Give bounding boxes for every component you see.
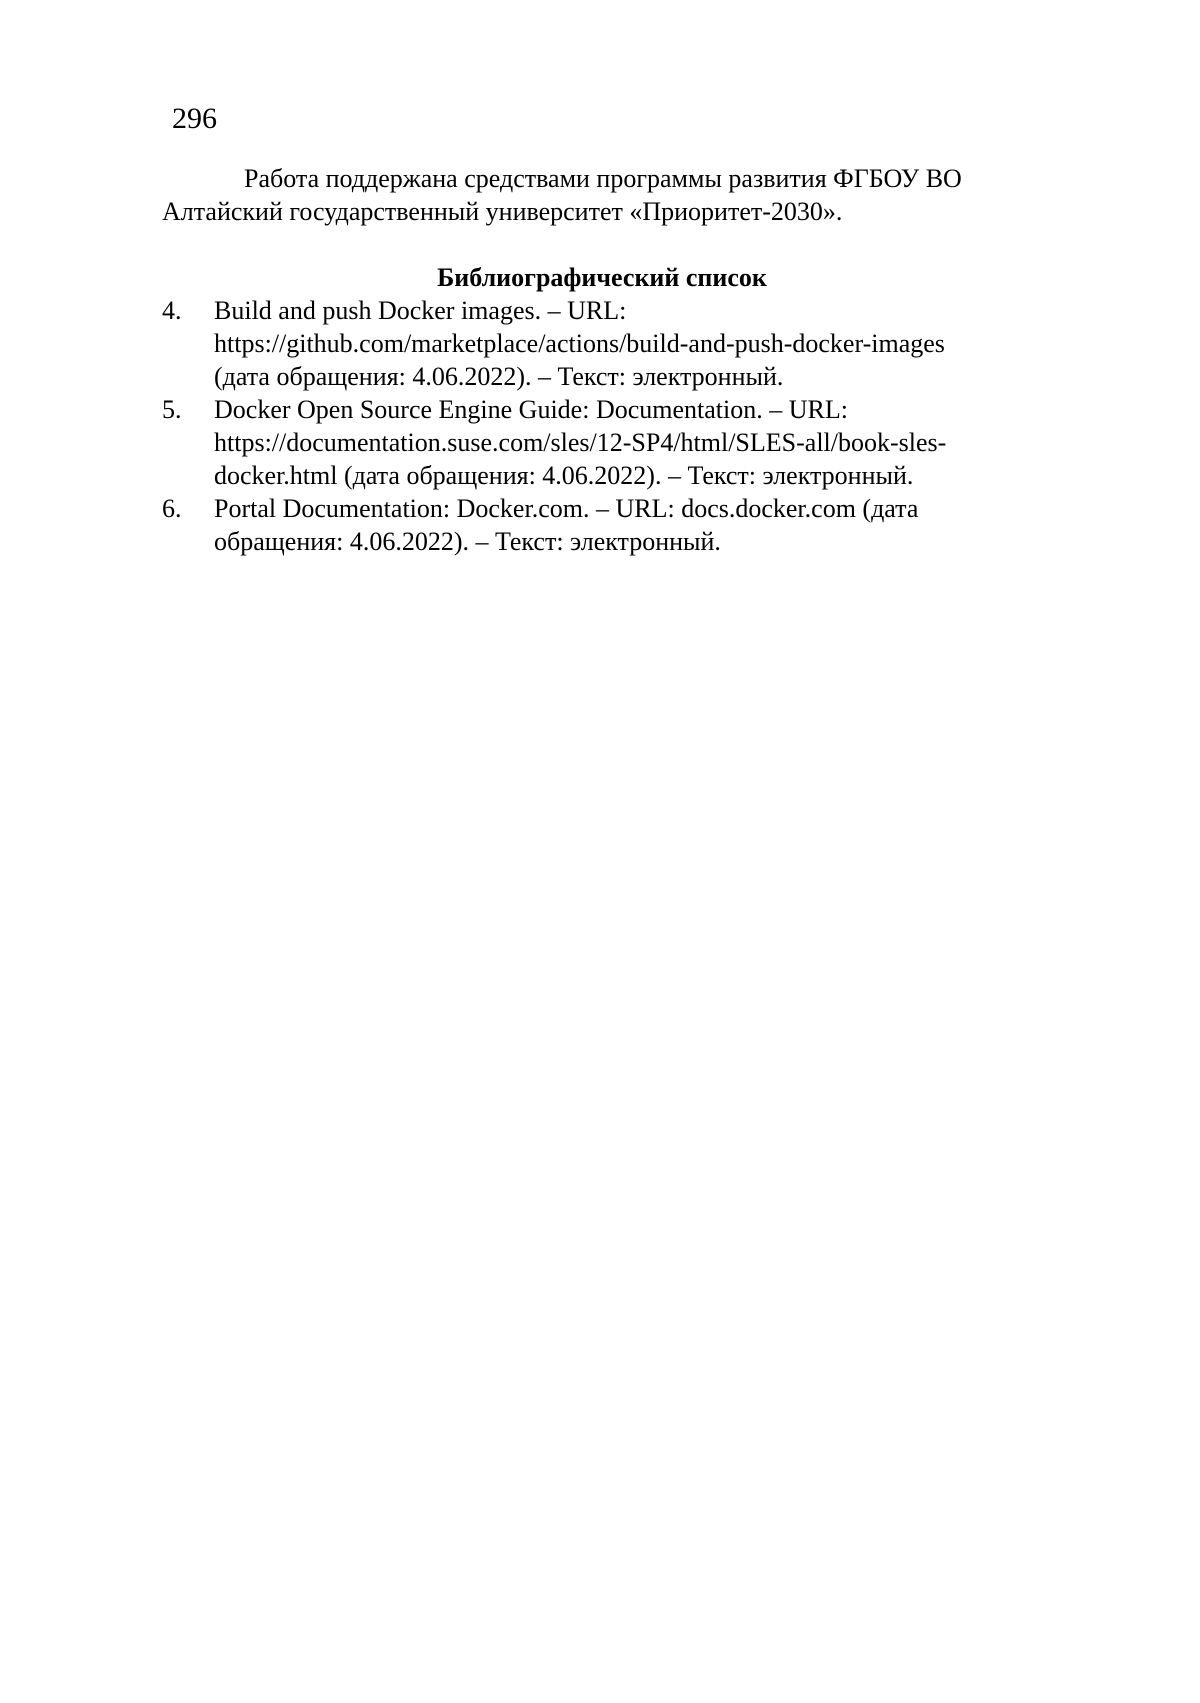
bibliography-url: https://github.com/marketplace/actions/build-and-push-docker-images xyxy=(214,329,945,358)
bibliography-item-text xyxy=(214,393,1062,492)
bibliography-heading: Библиографический список xyxy=(437,263,767,292)
bibliography-line: (дата обращения: 4.06.2022). – Текст: электронный. xyxy=(214,362,784,391)
bibliography-url: https://documentation.suse.com/sles/12-SP4/html/SLES-all/book-sles- xyxy=(214,428,947,457)
acknowledgement-line: Работа поддержана средствами программы развития ФГБОУ ВО xyxy=(244,164,962,193)
bibliography-item-number: 4. xyxy=(162,296,182,325)
bibliography-item xyxy=(162,492,1062,558)
bibliography-item xyxy=(162,393,1062,492)
bibliography-line: docker.html (дата обращения: 4.06.2022). – Текст: электронный. xyxy=(214,461,914,490)
bibliography-item xyxy=(162,294,1062,393)
bibliography-item-number: 6. xyxy=(162,494,182,523)
bibliography-line: Build and push Docker images. – URL: xyxy=(214,296,627,325)
bibliography-item-text xyxy=(214,492,1062,558)
bibliography-line: Portal Documentation: Docker.com. – URL: docs.docker.com (дата xyxy=(214,494,919,523)
acknowledgement-paragraph xyxy=(162,162,1042,228)
acknowledgement-line: Алтайский государственный университет «Приоритет-2030». xyxy=(162,197,843,226)
bibliography-line: обращения: 4.06.2022). – Текст: электронный. xyxy=(214,527,721,556)
bibliography-line: Docker Open Source Engine Guide: Documentation. – URL: xyxy=(214,395,848,424)
bibliography-item-number: 5. xyxy=(162,395,182,424)
bibliography-item-text xyxy=(214,294,1062,393)
page-number: 296 xyxy=(172,102,217,135)
bibliography-list xyxy=(162,294,1062,558)
